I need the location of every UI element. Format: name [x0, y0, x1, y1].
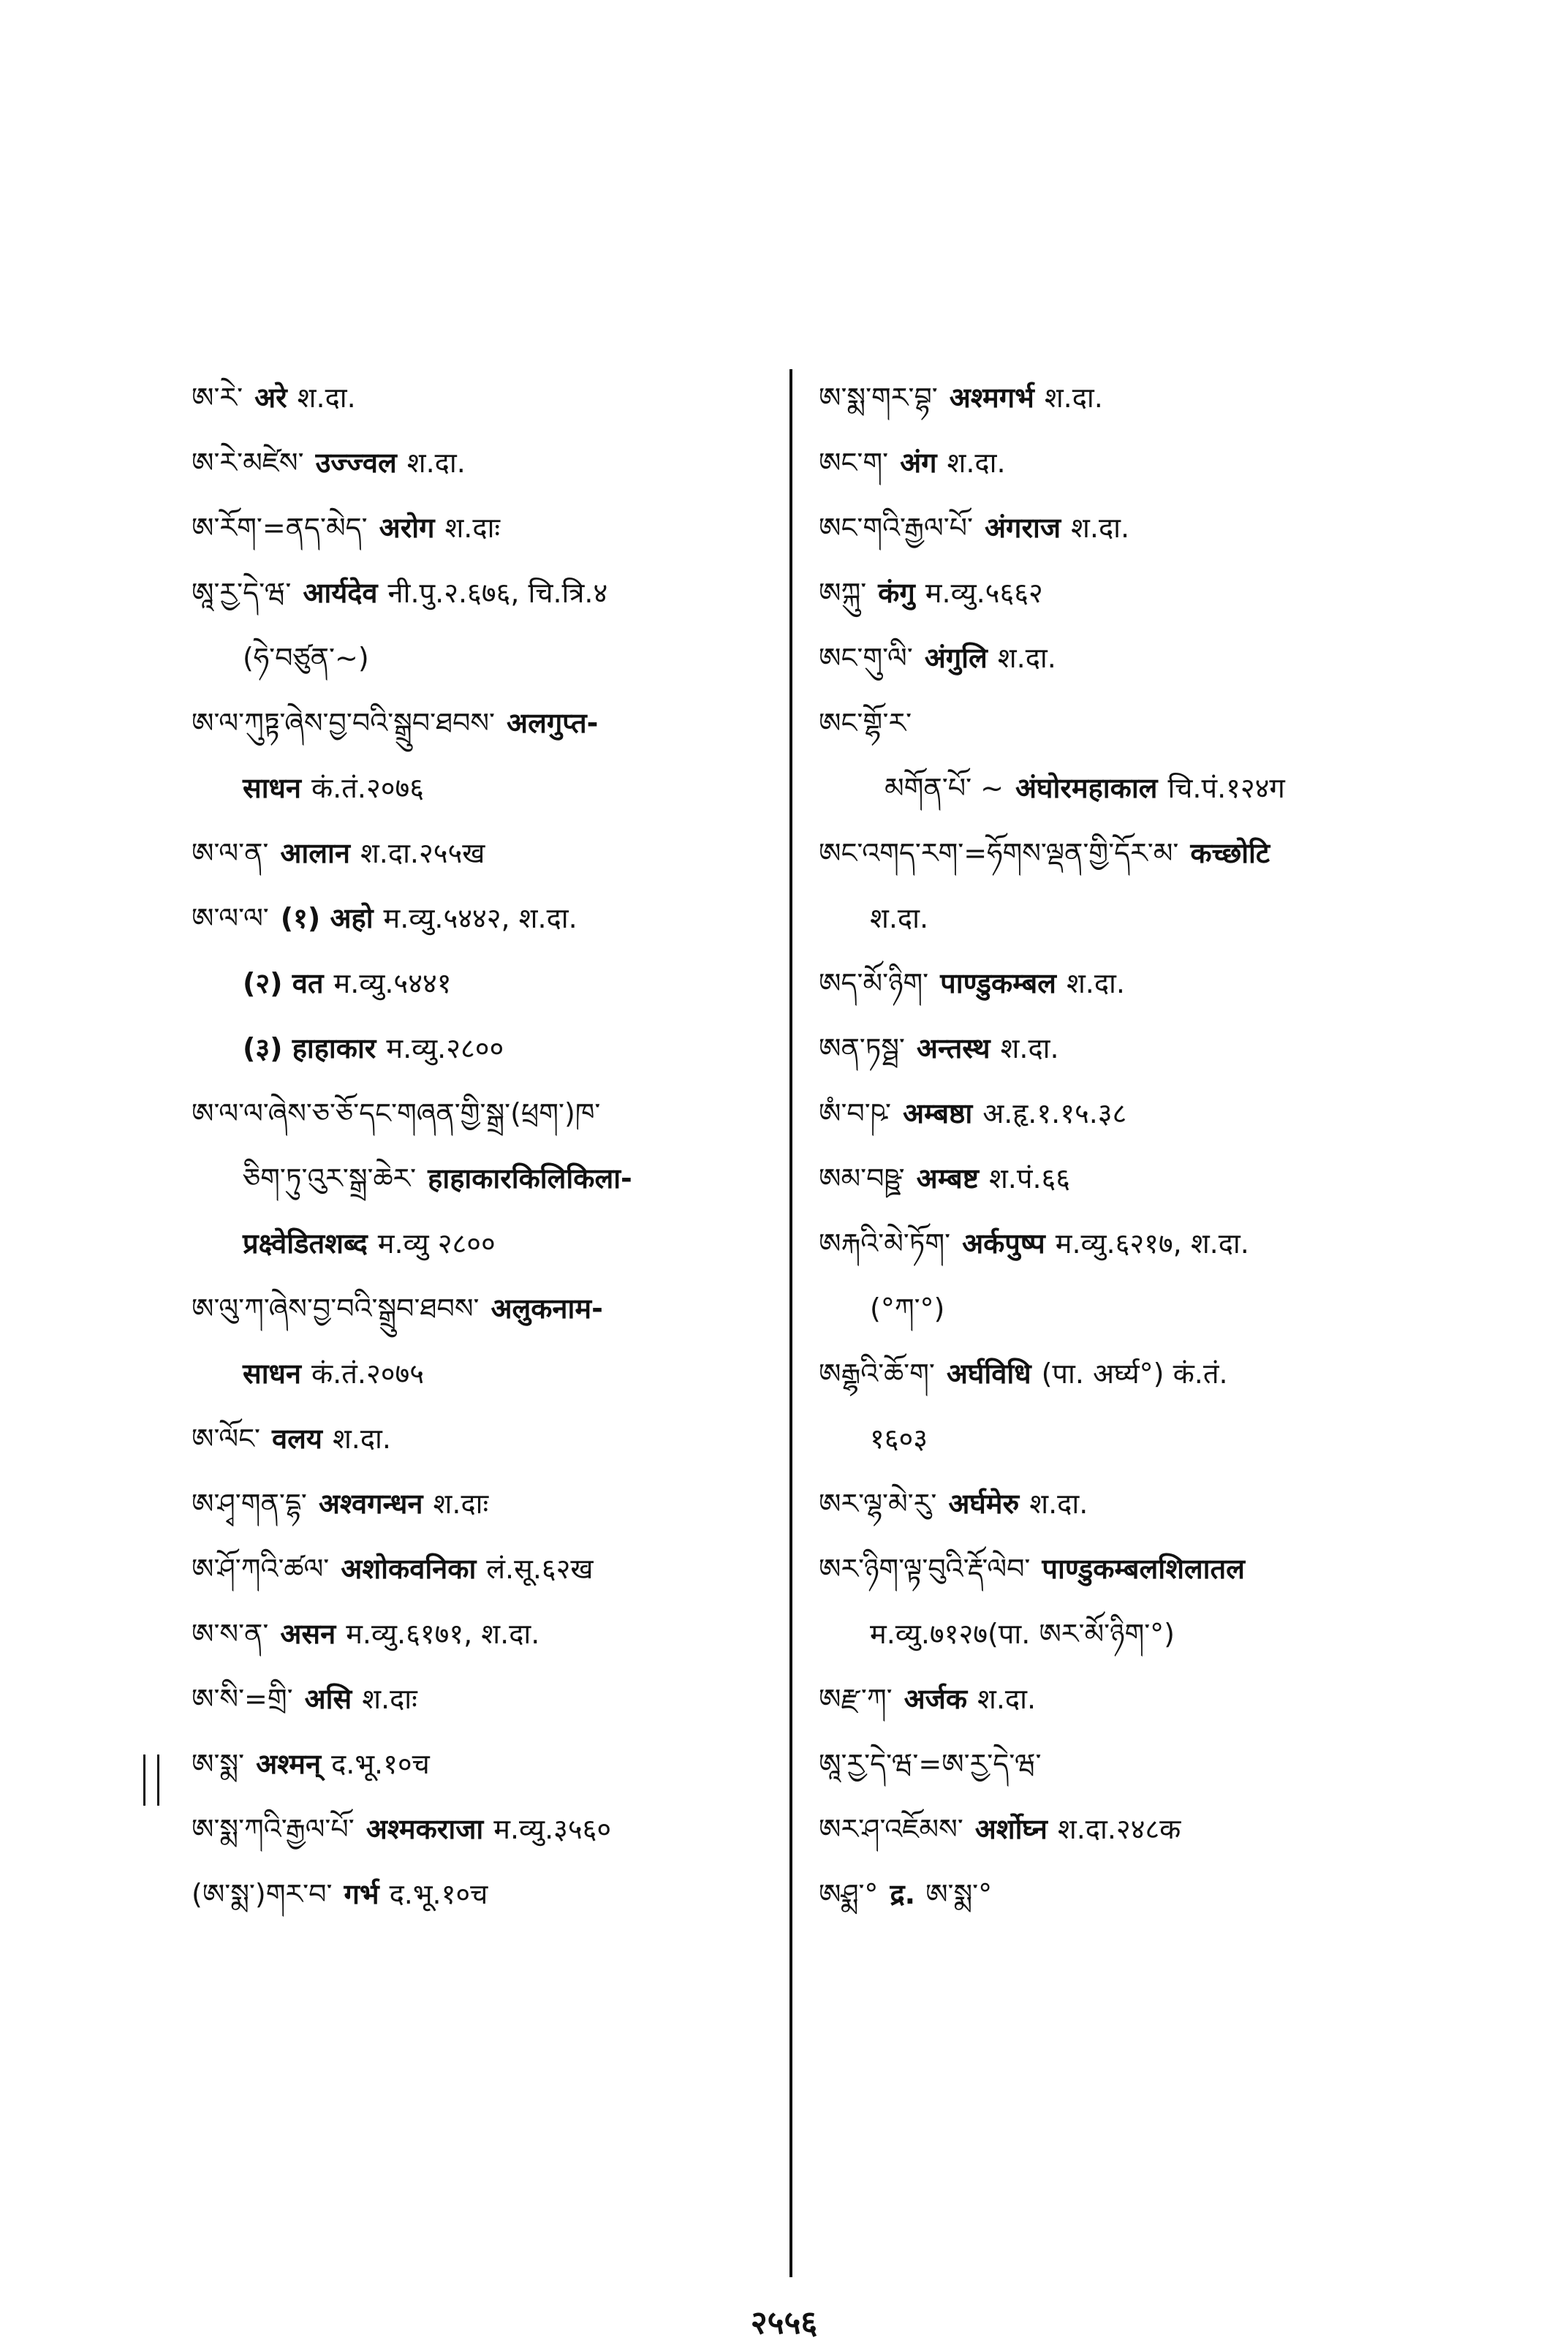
- dictionary-entry: [819, 561, 1418, 626]
- source-reference: म.व्यु.६२१७, श.दा.: [1055, 1227, 1249, 1260]
- dictionary-entry: [819, 951, 1418, 1016]
- source-reference: श.दा.२४८क: [1057, 1813, 1181, 1845]
- tibetan-headword: (°ཀ་°): [870, 1292, 945, 1325]
- tibetan-headword: ཨརྫ་ཀ་: [819, 1683, 893, 1715]
- sanskrit-equivalent: अश्मगर्भ: [949, 382, 1034, 414]
- sanskrit-equivalent: अर्शोघ्न: [974, 1813, 1048, 1845]
- tibetan-headword: ཨ་ཤྭ་གན་དྷ་: [192, 1488, 307, 1520]
- tibetan-headword: ཨ་སྨ་: [192, 1748, 245, 1780]
- source-reference: अ.हृ.१.१५.३८: [982, 1097, 1127, 1129]
- sanskrit-equivalent: (१) अहो: [280, 902, 374, 934]
- tibetan-headword: ཨ་སྨ་གར་བྷ་: [819, 382, 938, 414]
- tibetan-headword: ཨ་ལོང་: [192, 1423, 261, 1455]
- column-divider: [789, 369, 792, 2277]
- source-reference: श.दा.: [1071, 512, 1130, 544]
- tibetan-headword: ཨ་ལ་ཀུཏྟ་ཞེས་བྱ་བའི་སྒྲུབ་ཐབས་: [192, 707, 496, 739]
- dictionary-entry: [819, 1211, 1418, 1276]
- dictionary-entry: [192, 756, 776, 821]
- sanskrit-equivalent: अरे: [254, 382, 287, 414]
- dictionary-entry: [192, 1081, 776, 1146]
- tibetan-headword: (ཧེ་བཙུན་~): [243, 642, 369, 674]
- tibetan-headword: ཅིག་ཏུ་འུར་སྒྲ་ཆེར་: [243, 1162, 417, 1195]
- tibetan-headword: ཨང་གུ་ལི་: [819, 642, 913, 674]
- sanskrit-equivalent: अंगराज: [985, 512, 1061, 544]
- sanskrit-equivalent: अर्जक: [904, 1683, 968, 1715]
- tibetan-headword: ཨ་སྨ་ཀའི་རྒྱལ་པོ་: [192, 1813, 355, 1845]
- source-reference: श.दाः: [433, 1488, 489, 1520]
- dictionary-entry: [192, 1407, 776, 1472]
- tibetan-headword: ཨཤྨ་°: [819, 1878, 879, 1910]
- source-reference: श.दा.: [406, 447, 466, 479]
- sanskrit-equivalent: हाहाकारकिलिकिला-: [428, 1162, 632, 1195]
- tibetan-headword: (ཨ་སྨ་)གར་བ་: [192, 1878, 333, 1910]
- tibetan-headword: ཨརྐའི་མེ་ཏོག་: [819, 1227, 951, 1260]
- source-reference: श.दा.: [1066, 967, 1125, 999]
- sanskrit-equivalent: द्र.: [890, 1878, 916, 1910]
- sanskrit-equivalent: अलुकनाम-: [491, 1292, 603, 1325]
- source-reference: श.दा.: [997, 642, 1056, 674]
- page-number: २५५६: [750, 2304, 818, 2342]
- tibetan-headword: ཨང་གའི་རྒྱལ་པོ་: [819, 512, 974, 544]
- sanskrit-equivalent: गर्भ: [344, 1878, 379, 1910]
- sanskrit-equivalent: असन: [280, 1618, 336, 1650]
- sanskrit-equivalent: पाण्डुकम्बल: [940, 967, 1056, 999]
- source-reference: कं.तं.२०७५: [311, 1358, 425, 1390]
- sanskrit-equivalent: अलगुप्त-: [507, 707, 599, 739]
- dictionary-entry: [192, 1667, 776, 1732]
- sanskrit-equivalent: प्रक्ष्वेडितशब्द: [243, 1227, 368, 1260]
- tibetan-headword: ཨརྒྷའི་ཆོ་ག་: [819, 1358, 935, 1390]
- dictionary-entry: [819, 1732, 1418, 1797]
- dictionary-entry: [192, 626, 776, 691]
- dictionary-entry: [192, 561, 776, 626]
- source-reference: श.दा.: [332, 1423, 391, 1455]
- tibetan-headword: ཨང་གྷོ་ར་: [819, 707, 912, 739]
- tibetan-headword: ཨ་ཤོ་ཀའི་ཚལ་: [192, 1553, 330, 1585]
- sanskrit-equivalent: अन्तस्थ: [916, 1032, 991, 1064]
- sanskrit-equivalent: अर्घमेरु: [948, 1488, 1020, 1520]
- dictionary-entry: [819, 886, 1418, 951]
- source-reference: म.व्यु.६१७१, श.दा.: [346, 1618, 540, 1650]
- sanskrit-equivalent: असि: [304, 1683, 352, 1715]
- dictionary-entry: [819, 1797, 1418, 1862]
- sanskrit-equivalent: कच्छोटि: [1190, 837, 1270, 869]
- dictionary-entry: [819, 1016, 1418, 1081]
- dictionary-entry: [192, 496, 776, 561]
- source-reference: (पा. अर्घ्य°) कं.तं.: [1041, 1358, 1228, 1390]
- source-reference: श.दाः: [362, 1683, 417, 1715]
- dictionary-entry: [192, 1341, 776, 1407]
- sanskrit-equivalent: अम्बष्ट: [916, 1162, 979, 1195]
- tibetan-headword: ཨ་ལ་ལ་: [192, 902, 269, 934]
- tibetan-headword: ཨང་ག་: [819, 447, 889, 479]
- sanskrit-equivalent: साधन: [243, 1358, 301, 1390]
- source-reference: नी.पु.२.६७६, चि.त्रि.४: [387, 577, 608, 609]
- tibetan-headword: ཨམ་བཥྛ་: [819, 1162, 905, 1195]
- dictionary-entry: [819, 1146, 1418, 1211]
- sanskrit-equivalent: पाण्डुकम्बलशिलातल: [1042, 1553, 1245, 1585]
- source-reference: श.दा.२५५ख: [360, 837, 485, 869]
- right-column: [819, 366, 1418, 1927]
- tibetan-headword: ཨ་ལ་ན་: [192, 837, 269, 869]
- dictionary-entry: [819, 1081, 1418, 1146]
- sanskrit-equivalent: साधन: [243, 772, 301, 804]
- dictionary-entry: [819, 756, 1418, 821]
- sanskrit-equivalent: कंगु: [878, 577, 915, 609]
- source-reference: म.व्यु २८००: [377, 1227, 496, 1260]
- tibetan-headword: ཨ་ལ་ལ་ཞེས་ཅ་ཅོ་དང་གཞན་གྱི་སྒྲ་(ཕྲག་)ཁ་: [192, 1097, 601, 1129]
- sanskrit-equivalent: अरोग: [379, 512, 435, 544]
- source-reference: श.दा.: [977, 1683, 1037, 1715]
- source-reference: श.दा.: [1044, 382, 1103, 414]
- tibetan-headword: ཨད་མོ་ཉིག་: [819, 967, 929, 999]
- tibetan-headword: ཨ་ལུ་ཀ་ཞེས་བྱ་བའི་སྒྲུབ་ཐབས་: [192, 1292, 480, 1325]
- dictionary-entry: [192, 1016, 776, 1081]
- dictionary-entry: [819, 1862, 1418, 1927]
- source-reference: श.दा.: [1000, 1032, 1059, 1064]
- dictionary-entry: [192, 951, 776, 1016]
- sanskrit-equivalent: अश्मकराजा: [366, 1813, 484, 1845]
- source-reference: म.व्यु.५४४१: [333, 967, 452, 999]
- source-reference: म.व्यु.५४४२, श.दा.: [383, 902, 577, 934]
- source-reference: १६०३: [870, 1423, 928, 1455]
- source-reference: ཨ་སྨ་°: [925, 1878, 993, 1910]
- dictionary-entry: [819, 496, 1418, 561]
- dictionary-entry: [819, 1276, 1418, 1341]
- source-reference: म.व्यु.७१२७(पा. ཨར་མོ་ཉིག་°): [870, 1618, 1175, 1650]
- tibetan-headword: ཨ་ས་ན་: [192, 1618, 269, 1650]
- tibetan-headword: ཨར་ལྷ་མེ་རུ་: [819, 1488, 937, 1520]
- sanskrit-equivalent: अंगुलि: [924, 642, 988, 674]
- dictionary-entry: [192, 366, 776, 431]
- source-reference: म.व्यु.३५६०: [493, 1813, 612, 1845]
- source-reference: द.भू.१०च: [331, 1748, 430, 1780]
- sanskrit-equivalent: आलान: [280, 837, 350, 869]
- dictionary-entry: [819, 1602, 1418, 1667]
- source-reference: श.दाः: [444, 512, 501, 544]
- dictionary-entry: [192, 691, 776, 756]
- sanskrit-equivalent: अम्बष्ठा: [902, 1097, 973, 1129]
- dictionary-entry: [819, 431, 1418, 496]
- tibetan-headword: ཨཱ་རྱ་དེ་ཝ་: [192, 577, 292, 609]
- dictionary-entry: [819, 1472, 1418, 1537]
- source-reference: श.पं.६६: [988, 1162, 1071, 1195]
- sanskrit-equivalent: आर्यदेव: [303, 577, 378, 609]
- sanskrit-equivalent: (२) वत: [243, 967, 324, 999]
- source-reference: चि.पं.१२४ग: [1167, 772, 1285, 804]
- source-reference: म.व्यु.५६६२: [925, 577, 1043, 609]
- dictionary-entry: [192, 1472, 776, 1537]
- dictionary-entry: [819, 1407, 1418, 1472]
- dictionary-entry: [192, 1537, 776, 1602]
- source-reference: श.दा.: [947, 447, 1006, 479]
- tibetan-headword: ཨ་རེ་མཛེས་: [192, 447, 304, 479]
- tibetan-headword: ཨཾ་བ་ཥ་: [819, 1097, 891, 1129]
- tibetan-headword: ཨར་ཉིག་ལྟ་བུའི་རྡོ་ལེབ་: [819, 1553, 1031, 1585]
- dictionary-entry: [192, 1797, 776, 1862]
- source-reference: कं.तं.२०७६: [311, 772, 425, 804]
- dictionary-entry: [819, 626, 1418, 691]
- margin-mark: [143, 1755, 159, 1806]
- tibetan-headword: ཨན་ཏསྠ་: [819, 1032, 905, 1064]
- source-reference: श.दा.: [1029, 1488, 1088, 1520]
- tibetan-headword: མགོན་པོ་ ~: [885, 772, 1004, 804]
- dictionary-entry: [192, 431, 776, 496]
- dictionary-entry: [819, 1667, 1418, 1732]
- left-column: [192, 366, 776, 1927]
- sanskrit-equivalent: अश्वगन्धन: [318, 1488, 423, 1520]
- dictionary-entry: [192, 1211, 776, 1276]
- source-reference: लं.सू.६२ख: [486, 1553, 594, 1585]
- dictionary-entry: [819, 1537, 1418, 1602]
- sanskrit-equivalent: अंघोरमहाकाल: [1015, 772, 1158, 804]
- sanskrit-equivalent: अशोकवनिका: [341, 1553, 477, 1585]
- tibetan-headword: ཨཀྐུ་: [819, 577, 867, 609]
- sanskrit-equivalent: अंग: [900, 447, 937, 479]
- dictionary-entry: [192, 1732, 776, 1797]
- tibetan-headword: ཨང་འགད་རག་=ཧོགས་ལྡན་གྱི་དོར་མ་: [819, 837, 1179, 869]
- source-reference: श.दा.: [297, 382, 356, 414]
- tibetan-headword: ཨ་རེ་: [192, 382, 243, 414]
- sanskrit-equivalent: अर्घविधि: [946, 1358, 1031, 1390]
- sanskrit-equivalent: (३) हाहाकार: [243, 1032, 376, 1064]
- dictionary-entry: [819, 1341, 1418, 1407]
- tibetan-headword: ཨ་རོག་=ནད་མེད་: [192, 512, 368, 544]
- sanskrit-equivalent: उज्ज्वल: [315, 447, 397, 479]
- tibetan-headword: ཨ་སི་=གྲི་: [192, 1683, 293, 1715]
- source-reference: द.भू.१०च: [389, 1878, 488, 1910]
- sanskrit-equivalent: अश्मन्: [256, 1748, 322, 1780]
- dictionary-entry: [192, 1146, 776, 1211]
- dictionary-entry: [192, 1276, 776, 1341]
- dictionary-entry: [819, 821, 1418, 886]
- sanskrit-equivalent: अर्कपुष्प: [962, 1227, 1045, 1260]
- sanskrit-equivalent: वलय: [272, 1423, 322, 1455]
- source-reference: श.दा.: [870, 902, 929, 934]
- tibetan-headword: ཨཱ་རྱ་དེ་ཝ་=ཨ་རྱ་དེ་ཝ་: [819, 1748, 1042, 1780]
- dictionary-entry: [192, 886, 776, 951]
- dictionary-entry: [192, 1602, 776, 1667]
- dictionary-entry: [192, 1862, 776, 1927]
- tibetan-headword: ཨར་ཤ་འཇོམས་: [819, 1813, 963, 1845]
- dictionary-entry: [192, 821, 776, 886]
- dictionary-entry: [819, 691, 1418, 756]
- source-reference: म.व्यु.२८००: [386, 1032, 504, 1064]
- dictionary-entry: [819, 366, 1418, 431]
